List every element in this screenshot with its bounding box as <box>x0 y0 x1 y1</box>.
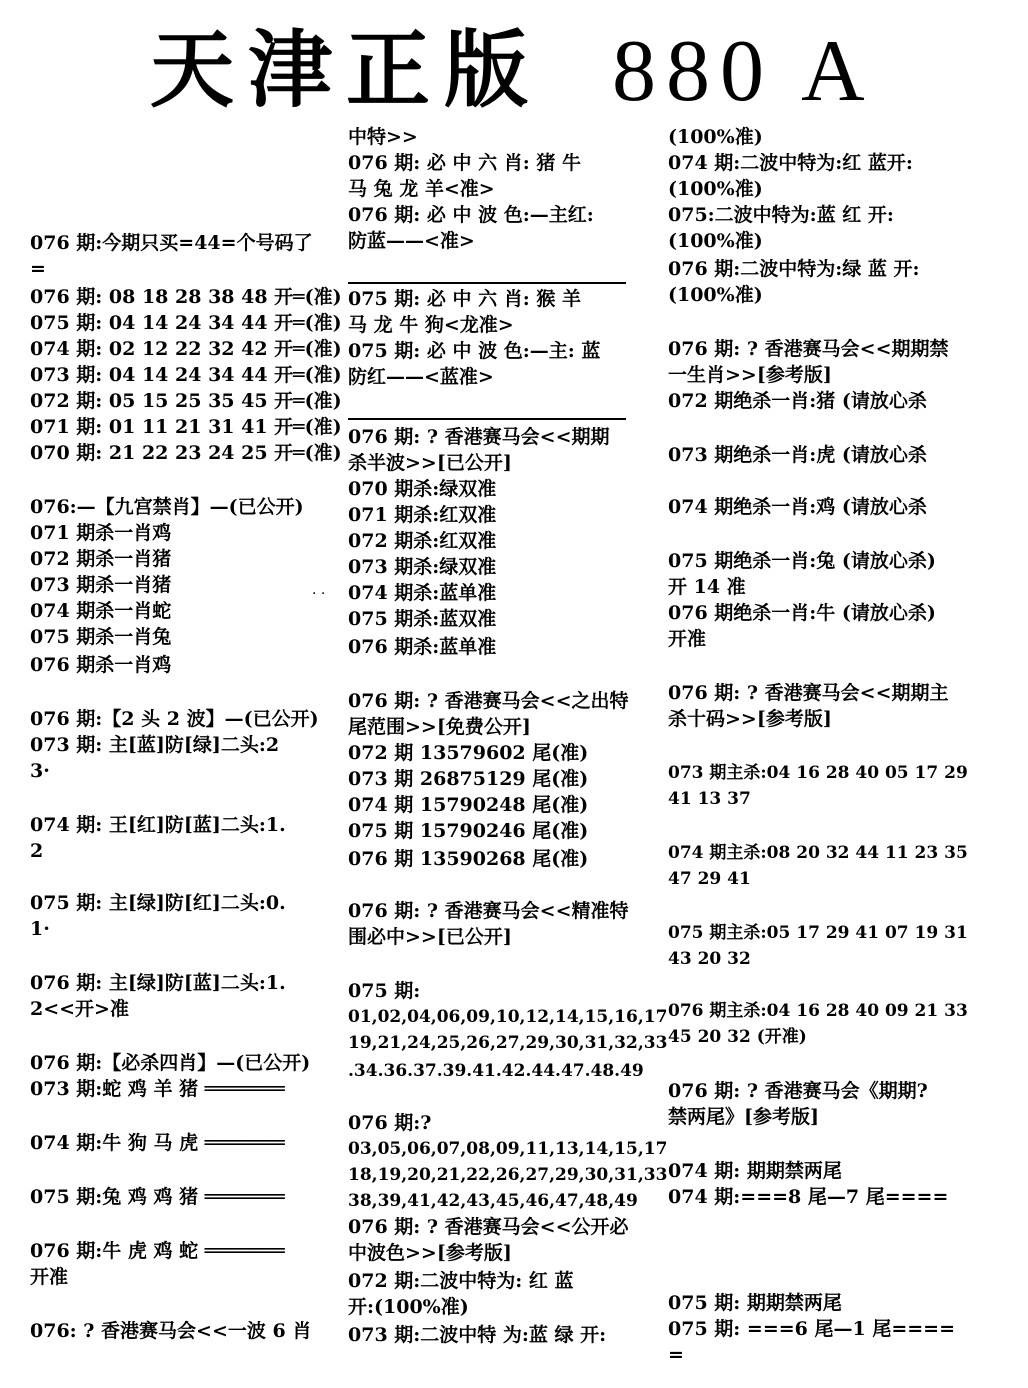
stray-dots: · · <box>312 586 326 602</box>
text-line: (100%准) <box>668 230 763 252</box>
text-line: = <box>30 258 46 280</box>
text-line: 072 期 13579602 尾(准) <box>348 742 589 764</box>
divider <box>348 418 626 420</box>
text-line: 076 期:【2 头 2 波】—(已公开) <box>30 708 319 730</box>
text-line: 47 29 41 <box>668 869 751 889</box>
text-line: 073 期:二波中特 为:蓝 绿 开: <box>348 1324 607 1346</box>
text-line: 075 期 15790246 尾(准) <box>348 820 589 842</box>
text-line: 072 期:二波中特为: 红 蓝 <box>348 1270 574 1292</box>
text-line: 073 期绝杀一肖:虎 (请放心杀 <box>668 444 927 466</box>
text-line: 074 期:二波中特为:红 蓝开: <box>668 152 913 174</box>
text-line: 075 期杀一肖兔 <box>30 626 172 648</box>
text-line: 075 期杀:蓝双准 <box>348 608 497 630</box>
text-line: 防蓝——<准> <box>348 230 475 252</box>
text-line: 076 期: 08 18 28 38 48 开═(准) <box>30 286 342 308</box>
text-line: 075 期: 04 14 24 34 44 开═(准) <box>30 312 342 334</box>
text-line: 45 20 32 (开准) <box>668 1027 807 1047</box>
text-line: (100%准) <box>668 178 763 200</box>
text-line: 杀半波>>[已公开] <box>348 452 512 474</box>
text-line: 076 期:? <box>348 1112 432 1134</box>
text-line: 071 期: 01 11 21 31 41 开═(准) <box>30 416 342 438</box>
text-line: 073 期主杀:04 16 28 40 05 17 29 <box>668 763 968 783</box>
text-line: 尾范围>>[免费公开] <box>348 716 531 738</box>
text-line: 18,19,20,21,22,26,27,29,30,31,33 <box>348 1165 668 1185</box>
text-line: 41 13 37 <box>668 789 751 809</box>
text-line: 076 期: 必 中 六 肖: 猪 牛 <box>348 152 581 174</box>
text-line: 074 期杀:蓝单准 <box>348 582 497 604</box>
text-line: 073 期杀:绿双准 <box>348 556 497 578</box>
text-line: 073 期:蛇 鸡 羊 猪 ═══════ <box>30 1078 285 1100</box>
text-line: 075 期: <box>348 980 421 1002</box>
text-line: 073 期: 主[蓝]防[绿]二头:2 <box>30 734 280 756</box>
text-line: 马 龙 牛 狗<龙准> <box>348 314 514 336</box>
text-line: 072 期杀:红双准 <box>348 530 497 552</box>
text-line: 076 期: ? 香港赛马会<<精准特 <box>348 900 629 922</box>
text-line: 开准 <box>668 628 707 650</box>
text-line: 074 期主杀:08 20 32 44 11 23 35 <box>668 843 968 863</box>
text-line: 075 期:兔 鸡 鸡 猪 ═══════ <box>30 1186 285 1208</box>
text-line: 076 期: ? 香港赛马会<<期期主 <box>668 682 949 704</box>
right-column <box>668 0 968 1388</box>
text-line: 1· <box>30 918 50 940</box>
text-line: 076 期: ? 香港赛马会<<公开必 <box>348 1216 629 1238</box>
text-line: (100%准) <box>668 126 763 148</box>
text-line: 围必中>>[已公开] <box>348 926 512 948</box>
middle-column <box>348 0 668 1388</box>
text-line: 43 20 32 <box>668 949 751 969</box>
text-line: 073 期杀一肖猪 <box>30 574 172 596</box>
text-line: 禁两尾》[参考版] <box>668 1106 819 1128</box>
left-column <box>30 0 342 1388</box>
text-line: 076 期:今期只买=44=个号码了 <box>30 232 313 254</box>
text-line: 中波色>>[参考版] <box>348 1242 512 1264</box>
text-line: 2<<开>准 <box>30 998 129 1020</box>
text-line: 074 期: 02 12 22 32 42 开═(准) <box>30 338 342 360</box>
text-line: 076 期杀一肖鸡 <box>30 654 172 676</box>
text-line: 076 期: ? 香港赛马会<<之出特 <box>348 690 629 712</box>
text-line: 01,02,04,06,09,10,12,14,15,16,17 <box>348 1007 668 1027</box>
text-line: 070 期杀:绿双准 <box>348 478 497 500</box>
text-line: .34.36.37.39.41.42.44.47.48.49 <box>348 1061 644 1081</box>
text-line: 072 期: 05 15 25 35 45 开═(准) <box>30 390 342 412</box>
text-line: 070 期: 21 22 23 24 25 开═(准) <box>30 442 342 464</box>
text-line: 开准 <box>30 1266 69 1288</box>
text-line: 076: ? 香港赛马会<<一波 6 肖 <box>30 1320 312 1342</box>
text-line: 03,05,06,07,08,09,11,13,14,15,17 <box>348 1139 668 1159</box>
text-line: 076 期主杀:04 16 28 40 09 21 33 <box>668 1001 968 1021</box>
text-line: 一生肖>>[参考版] <box>668 364 832 386</box>
text-line: 071 期杀一肖鸡 <box>30 522 172 544</box>
text-line: 075 期主杀:05 17 29 41 07 19 31 <box>668 923 968 943</box>
text-line: 075 期: ===6 尾—1 尾==== <box>668 1318 956 1340</box>
text-line: 076 期:二波中特为:绿 蓝 开: <box>668 258 920 280</box>
text-line: 074 期:===8 尾—7 尾==== <box>668 1186 949 1208</box>
text-line: 074 期绝杀一肖:鸡 (请放心杀 <box>668 496 927 518</box>
text-line: 杀十码>>[参考版] <box>668 708 832 730</box>
text-line: 073 期 26875129 尾(准) <box>348 768 589 790</box>
text-line: 076 期: 必 中 波 色:—主红: <box>348 204 594 226</box>
text-line: 开:(100%准) <box>348 1296 469 1318</box>
text-line: 3· <box>30 760 50 782</box>
text-line: 075 期绝杀一肖:兔 (请放心杀) <box>668 550 936 572</box>
title-code: 880 A <box>612 23 875 120</box>
text-line: 开 14 准 <box>668 576 746 598</box>
text-line: 075 期: 期期禁两尾 <box>668 1292 842 1314</box>
text-line: 2 <box>30 840 44 862</box>
text-line: 076 期:【必杀四肖】—(已公开) <box>30 1052 311 1074</box>
text-line: 中特>> <box>348 126 418 148</box>
text-line: 防红——<蓝准> <box>348 366 494 388</box>
text-line: 076 期: ? 香港赛马会《期期? <box>668 1080 928 1102</box>
text-line: 072 期杀一肖猪 <box>30 548 172 570</box>
text-line: 075:二波中特为:蓝 红 开: <box>668 204 894 226</box>
text-line: 074 期杀一肖蛇 <box>30 600 172 622</box>
title-chinese: 天津正版 <box>150 20 543 119</box>
text-line: 076:—【九宫禁肖】—(已公开) <box>30 496 304 518</box>
text-line: 075 期: 主[绿]防[红]二头:0. <box>30 892 286 914</box>
text-line: 072 期绝杀一肖:猪 (请放心杀 <box>668 390 927 412</box>
text-line: 074 期: 王[红]防[蓝]二头:1. <box>30 814 286 836</box>
text-line: 076 期:牛 虎 鸡 蛇 ═══════ <box>30 1240 285 1262</box>
text-line: 073 期: 04 14 24 34 44 开═(准) <box>30 364 342 386</box>
text-line: 19,21,24,25,26,27,29,30,31,32,33 <box>348 1033 668 1053</box>
text-line: 076 期绝杀一肖:牛 (请放心杀) <box>668 602 936 624</box>
text-line: 076 期: ? 香港赛马会<<期期 <box>348 426 610 448</box>
text-line: 075 期: 必 中 波 色:—主: 蓝 <box>348 340 601 362</box>
text-line: 38,39,41,42,43,45,46,47,48,49 <box>348 1191 638 1211</box>
text-line: 074 期: 期期禁两尾 <box>668 1160 842 1182</box>
text-line: 071 期杀:红双准 <box>348 504 497 526</box>
text-line: 076 期杀:蓝单准 <box>348 636 497 658</box>
text-line: 076 期: ? 香港赛马会<<期期禁 <box>668 338 949 360</box>
text-line: 076 期: 主[绿]防[蓝]二头:1. <box>30 972 286 994</box>
divider <box>348 282 626 284</box>
text-line: 074 期:牛 狗 马 虎 ═══════ <box>30 1132 285 1154</box>
text-line: 074 期 15790248 尾(准) <box>348 794 589 816</box>
text-line: = <box>668 1344 684 1366</box>
text-line: (100%准) <box>668 284 763 306</box>
text-line: 马 兔 龙 羊<准> <box>348 178 495 200</box>
text-line: 076 期 13590268 尾(准) <box>348 848 589 870</box>
text-line: 075 期: 必 中 六 肖: 猴 羊 <box>348 288 581 310</box>
